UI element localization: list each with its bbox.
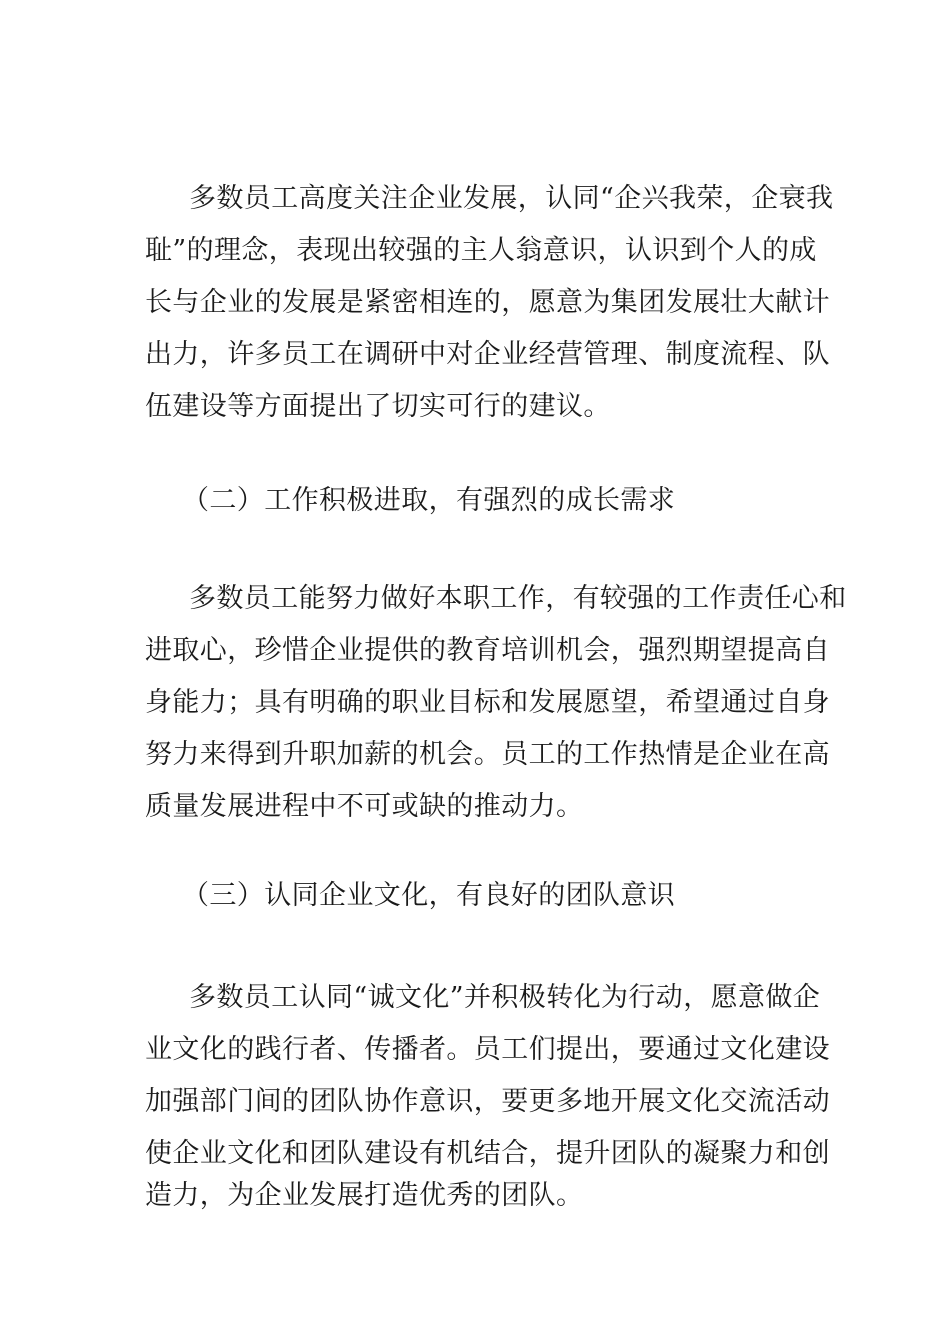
paragraph-line: 进取心，珍惜企业提供的教育培训机会，强烈期望提高自 [145, 635, 830, 666]
paragraph-line: 造力，为企业发展打造优秀的团队。 [145, 1180, 584, 1211]
paragraph-line: 多数员工能努力做好本职工作，有较强的工作责任心和 [189, 583, 847, 614]
section-heading: （三）认同企业文化，有良好的团队意识 [182, 880, 676, 911]
paragraph-line: 身能力；具有明确的职业目标和发展愿望，希望通过自身 [145, 687, 830, 718]
paragraph-line: 多数员工高度关注企业发展，认同“企兴我荣，企衰我 [189, 183, 834, 214]
section-heading: （二）工作积极进取，有强烈的成长需求 [182, 485, 676, 516]
paragraph-line: 耻”的理念，表现出较强的主人翁意识，认识到个人的成 [145, 235, 817, 266]
paragraph-line: 质量发展进程中不可或缺的推动力。 [145, 791, 584, 822]
paragraph-line: 出力，许多员工在调研中对企业经营管理、制度流程、队 [145, 339, 830, 370]
paragraph-line: 使企业文化和团队建设有机结合，提升团队的凝聚力和创 [145, 1138, 830, 1169]
paragraph-line: 业文化的践行者、传播者。员工们提出，要通过文化建设 [145, 1034, 830, 1065]
paragraph-line: 伍建设等方面提出了切实可行的建议。 [145, 391, 611, 422]
paragraph-line: 长与企业的发展是紧密相连的，愿意为集团发展壮大献计 [145, 287, 830, 318]
paragraph-line: 加强部门间的团队协作意识，要更多地开展文化交流活动 [145, 1086, 830, 1117]
paragraph-line: 多数员工认同“诚文化”并积极转化为行动，愿意做企 [189, 982, 821, 1013]
paragraph-line: 努力来得到升职加薪的机会。员工的工作热情是企业在高 [145, 739, 830, 770]
